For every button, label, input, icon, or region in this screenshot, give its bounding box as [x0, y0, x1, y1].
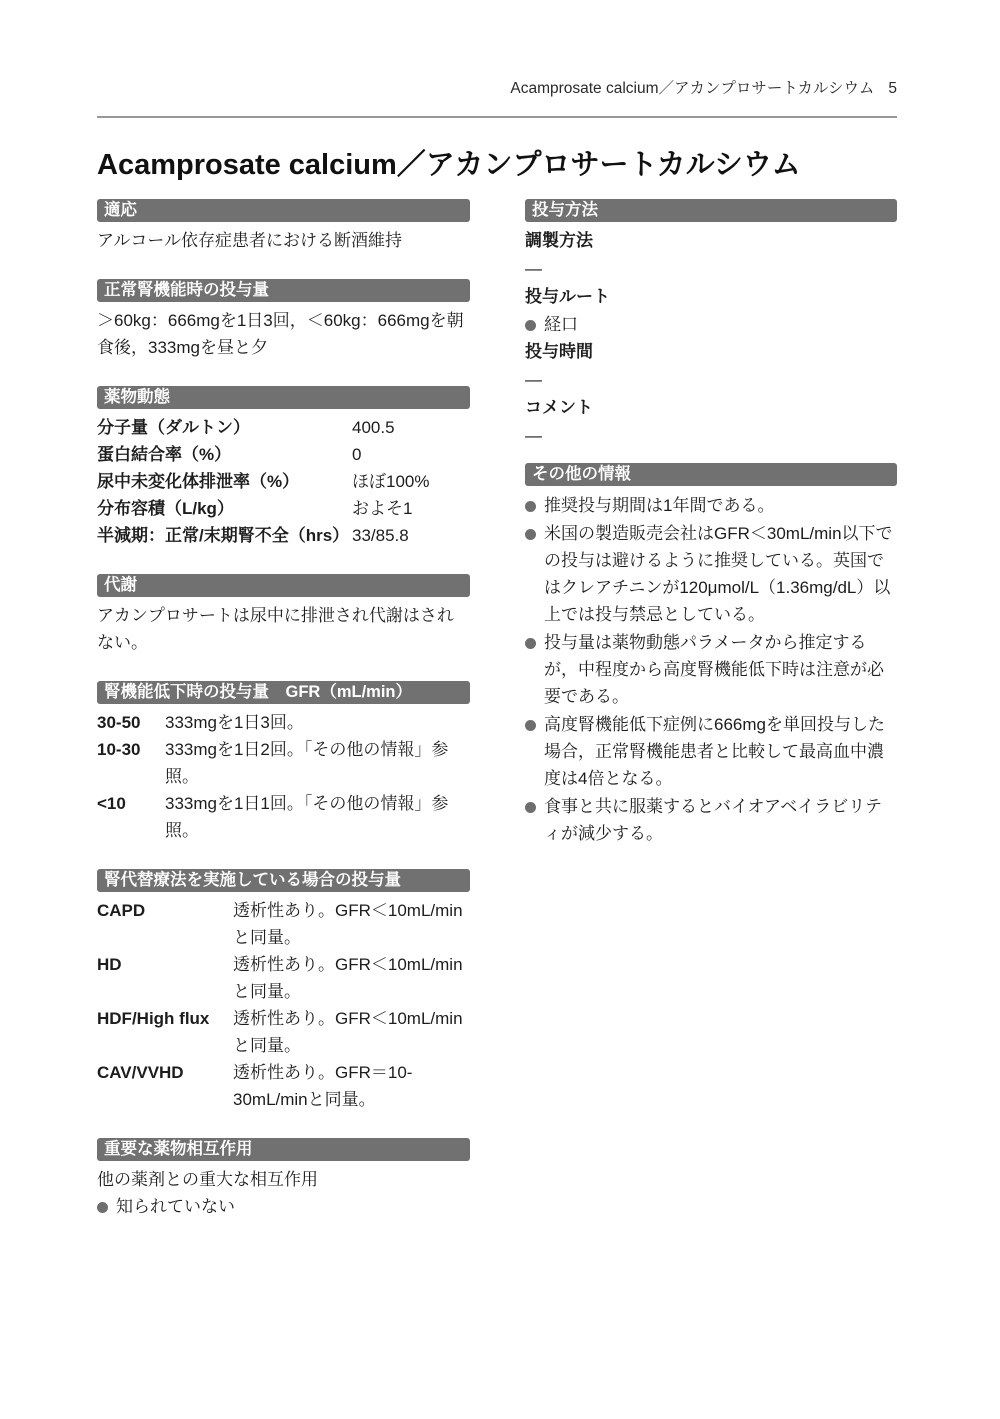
table-row — [97, 951, 470, 1005]
section-renal-dose — [97, 681, 470, 844]
table-row — [97, 441, 470, 468]
list-item — [525, 629, 897, 711]
section-interactions — [97, 1138, 470, 1220]
section-indication — [97, 199, 470, 254]
other-info-text: 米国の製造販売会社はGFR＜30mL/min以下での投与は避けるように推奨している。英国ではクレアチニンが120μmol/L（1.36mg/dL）以上では投与禁忌としている。 — [544, 523, 893, 625]
pk-label: 分子量（ダルトン） — [97, 418, 250, 437]
bullet-icon — [525, 529, 536, 540]
bullet-icon — [525, 320, 536, 331]
section-pharmacokinetics — [97, 386, 470, 549]
interactions-bullet-text: 知られていない — [116, 1197, 235, 1216]
list-item — [97, 1193, 470, 1220]
admin-item-label: 投与時間 — [525, 342, 593, 362]
other-info-text: 高度腎機能低下症例に666mgを単回投与した場合，正常腎機能患者と比較して最高血中濃度は4倍となる。 — [544, 714, 885, 789]
pk-value: ほぼ100% — [352, 472, 430, 491]
metabolism-text: アカンプロサートは尿中に排泄され代謝はされない。 — [97, 606, 454, 652]
left-column — [97, 199, 470, 1245]
bullet-icon — [525, 638, 536, 649]
rrt-dose: 透析性あり。GFR＜10mL/minと同量。 — [233, 955, 463, 1001]
table-row — [97, 709, 470, 736]
section-header-indication: 適応 — [97, 199, 470, 222]
table-row — [97, 522, 470, 549]
rrt-modality: HDF/High flux — [97, 1009, 210, 1028]
admin-item-value — [525, 311, 897, 338]
other-info-text: 推奨投与期間は1年間である。 — [544, 496, 775, 516]
rrt-dose-table — [97, 897, 470, 1113]
pk-label: 半減期：正常/末期腎不全（hrs） — [97, 526, 350, 545]
section-header-administration: 投与方法 — [525, 199, 897, 222]
list-item — [525, 492, 897, 519]
rrt-modality: CAV/VVHD — [97, 1063, 184, 1082]
pk-value: およそ1 — [352, 499, 413, 518]
other-info-text: 食事と共に服薬するとバイオアベイラビリティが減少する。 — [544, 796, 882, 843]
admin-item-label: 調製方法 — [525, 231, 593, 250]
section-header-other-info: その他の情報 — [525, 463, 897, 486]
gfr-range: <10 — [97, 794, 126, 813]
pk-value: 0 — [352, 445, 362, 464]
normal-dose-text: ＞60kg：666mgを1日3回，＜60kg：666mgを朝食後，333mgを昼と夕 — [97, 311, 464, 357]
gfr-dose: 333mgを1日2回。「その他の情報」参照。 — [165, 740, 449, 786]
table-row — [97, 1059, 470, 1113]
section-administration — [525, 199, 897, 450]
pharmacokinetics-table — [97, 414, 470, 549]
gfr-range: 10-30 — [97, 740, 141, 759]
table-row — [97, 736, 470, 790]
rrt-dose: 透析性あり。GFR＜10mL/minと同量。 — [233, 901, 463, 947]
interactions-subtitle: 他の薬剤との重大な相互作用 — [97, 1170, 318, 1189]
administration-list — [525, 227, 897, 450]
gfr-range: 30-50 — [97, 713, 141, 732]
section-other-info — [525, 463, 897, 847]
section-metabolism — [97, 574, 470, 656]
bullet-icon — [525, 720, 536, 731]
rrt-modality: HD — [97, 955, 122, 974]
renal-dose-table — [97, 709, 470, 844]
table-row — [97, 1005, 470, 1059]
route-value: 経口 — [544, 315, 578, 334]
table-row — [97, 468, 470, 495]
pk-label: 蛋白結合率（%） — [97, 445, 232, 464]
admin-item-value: — — [525, 370, 542, 390]
section-header-rrt-dose: 腎代替療法を実施している場合の投与量 — [97, 869, 470, 892]
list-item — [525, 520, 897, 629]
admin-item-value: — — [525, 426, 542, 446]
indication-text: アルコール依存症患者における断酒維持 — [97, 231, 402, 250]
right-column — [525, 199, 897, 872]
other-info-text: 投与量は薬物動態パラメータから推定するが，中程度から高度腎機能低下時は注意が必要である。 — [544, 632, 884, 707]
admin-item-label: コメント — [525, 398, 593, 418]
rrt-dose: 透析性あり。GFR＜10mL/minと同量。 — [233, 1009, 463, 1055]
pk-value: 400.5 — [352, 418, 395, 437]
section-header-normal-dose: 正常腎機能時の投与量 — [97, 279, 470, 302]
section-normal-dose — [97, 279, 470, 361]
section-header-metabolism: 代謝 — [97, 574, 470, 597]
page-title: Acamprosate calcium／アカンプロサートカルシウム — [97, 149, 801, 181]
gfr-dose: 333mgを1日3回。 — [165, 713, 304, 732]
rrt-modality: CAPD — [97, 901, 146, 920]
pk-label: 分布容積（L/kg） — [97, 499, 234, 518]
admin-item-value: — — [525, 259, 542, 278]
header-rule — [97, 116, 897, 118]
list-item — [525, 793, 897, 848]
list-item — [525, 711, 897, 793]
other-info-list — [525, 492, 897, 847]
table-row — [97, 790, 470, 844]
table-row — [97, 414, 470, 441]
running-header-title: Acamprosate calcium／アカンプロサートカルシウム — [510, 80, 875, 97]
table-row — [97, 495, 470, 522]
bullet-icon — [97, 1202, 108, 1213]
rrt-dose: 透析性あり。GFR＝10-30mL/minと同量。 — [233, 1063, 413, 1109]
running-header — [510, 76, 897, 98]
pk-label: 尿中未変化体排泄率（%） — [97, 472, 300, 491]
table-row — [97, 897, 470, 951]
page-number: 5 — [888, 80, 897, 97]
bullet-icon — [525, 802, 536, 813]
admin-item-label: 投与ルート — [525, 287, 610, 306]
section-rrt-dose — [97, 869, 470, 1113]
section-header-interactions: 重要な薬物相互作用 — [97, 1138, 470, 1161]
pk-value: 33/85.8 — [352, 526, 409, 545]
gfr-dose: 333mgを1日1回。「その他の情報」参照。 — [165, 794, 449, 840]
section-header-pharmacokinetics: 薬物動態 — [97, 386, 470, 409]
section-header-renal-dose: 腎機能低下時の投与量 GFR（mL/min） — [97, 681, 470, 704]
bullet-icon — [525, 501, 536, 512]
